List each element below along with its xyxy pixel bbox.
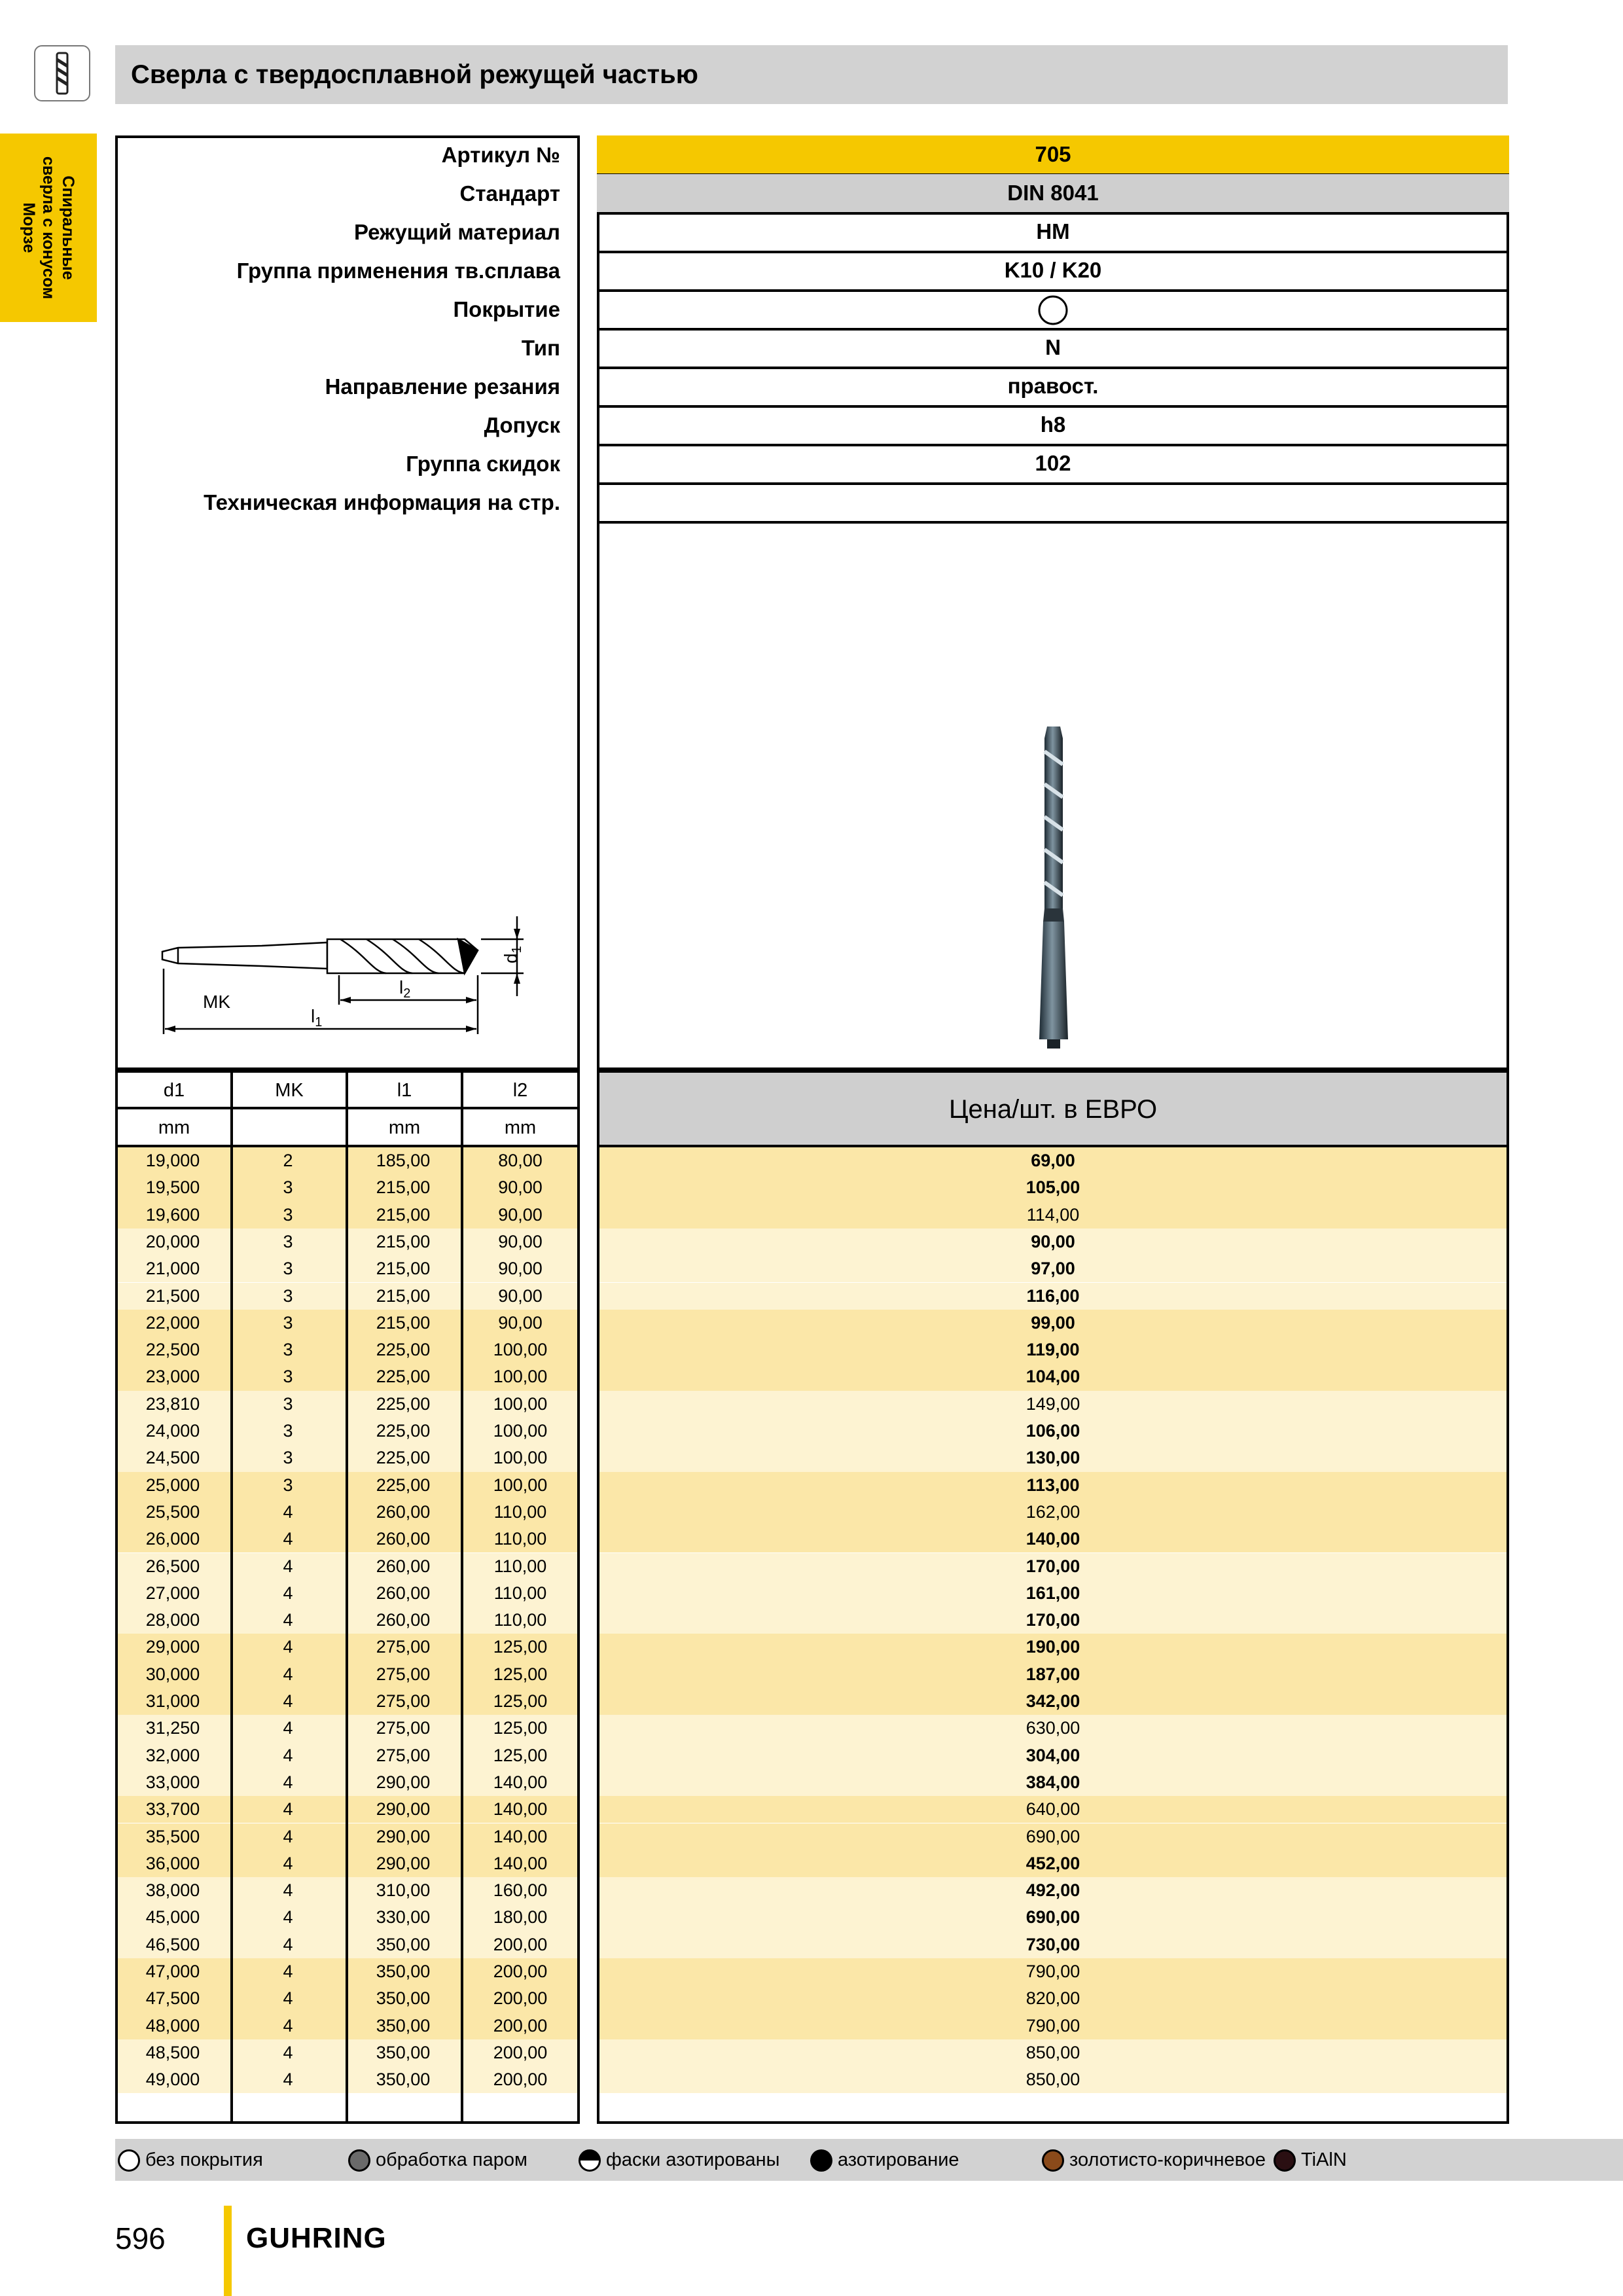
- cell-price: 104,00: [1026, 1367, 1080, 1387]
- cell-l2: 100,00: [493, 1367, 548, 1387]
- spec-label-discount-group: Группа скидок: [406, 452, 560, 476]
- cell-l1: 260,00: [376, 1501, 431, 1522]
- spec-label-type: Тип: [521, 336, 560, 360]
- table-frame-right: [597, 1147, 1509, 2124]
- section-tab-line: сверла с конусом: [39, 156, 58, 300]
- cell-l1: 350,00: [376, 1962, 431, 1981]
- column-header-l1: l1: [346, 1070, 463, 1109]
- cell-l2: 125,00: [493, 1691, 548, 1711]
- spec-value-tolerance: h8: [597, 406, 1509, 446]
- cell-mk: 4: [283, 1501, 293, 1522]
- cell-mk: 3: [283, 1177, 293, 1198]
- cell-l2: 140,00: [493, 1772, 548, 1792]
- cell-price: 130,00: [1026, 1448, 1080, 1468]
- cell-l2: 200,00: [493, 1962, 548, 1981]
- cell-price: 850,00: [1026, 2042, 1080, 2062]
- cell-price: 97,00: [1031, 1259, 1075, 1279]
- cell-l2: 80,00: [498, 1151, 543, 1170]
- cell-l1: 330,00: [376, 1907, 431, 1928]
- cell-price: 452,00: [1026, 1853, 1080, 1873]
- cell-d1: 23,000: [145, 1367, 200, 1387]
- cell-l2: 200,00: [493, 1934, 548, 1954]
- cell-d1: 25,000: [145, 1475, 200, 1495]
- cell-price: 384,00: [1026, 1772, 1080, 1792]
- cell-price: 492,00: [1026, 1880, 1080, 1901]
- cell-d1: 45,000: [145, 1907, 200, 1928]
- gold-brown-icon: [1042, 2149, 1064, 2172]
- cell-price: 140,00: [1026, 1529, 1080, 1549]
- diagram-label-mk: MK: [203, 992, 230, 1012]
- cell-l2: 90,00: [498, 1204, 543, 1225]
- cell-d1: 19,600: [145, 1204, 200, 1225]
- cell-l1: 260,00: [376, 1529, 431, 1549]
- cell-d1: 22,000: [145, 1312, 200, 1333]
- cell-l1: 260,00: [376, 1583, 431, 1603]
- column-header-l2: l2: [461, 1070, 580, 1109]
- cell-d1: 33,000: [145, 1772, 200, 1792]
- cell-price: 69,00: [1031, 1151, 1075, 1170]
- cell-l1: 225,00: [376, 1393, 431, 1414]
- uncoated-circle-icon: [1037, 294, 1069, 327]
- cell-mk: 4: [283, 1772, 293, 1792]
- column-header-mk: MK: [230, 1070, 348, 1109]
- spec-value-discount-group: 102: [597, 444, 1509, 485]
- cell-mk: 4: [283, 1826, 293, 1846]
- cell-l1: 275,00: [376, 1664, 431, 1684]
- cell-mk: 2: [283, 1151, 293, 1170]
- cell-mk: 4: [283, 1907, 293, 1928]
- cell-d1: 29,000: [145, 1637, 200, 1657]
- cell-mk: 4: [283, 1583, 293, 1603]
- cell-mk: 3: [283, 1448, 293, 1468]
- cell-d1: 19,000: [145, 1151, 200, 1170]
- cell-l1: 225,00: [376, 1448, 431, 1468]
- cell-d1: 47,500: [145, 1988, 200, 2009]
- spec-label-grade: Группа применения тв.сплава: [236, 259, 560, 283]
- cell-l1: 350,00: [376, 2015, 431, 2036]
- cell-d1: 36,000: [145, 1853, 200, 1873]
- spec-label-tolerance: Допуск: [484, 413, 560, 437]
- spec-value-article: 705: [597, 135, 1509, 176]
- legend-nitrided-chamfers: фаски азотированы: [579, 2139, 780, 2181]
- cell-price: 304,00: [1026, 1745, 1080, 1765]
- cell-price: 730,00: [1026, 1934, 1080, 1954]
- cell-price: 161,00: [1026, 1583, 1080, 1603]
- spec-label-direction: Направление резания: [325, 374, 560, 399]
- cell-l2: 110,00: [493, 1610, 547, 1630]
- diagram-label-l1: $l_1$: [311, 1006, 323, 1030]
- cell-price: 106,00: [1026, 1421, 1080, 1441]
- cell-mk: 4: [283, 1610, 293, 1630]
- cell-price: 820,00: [1026, 1988, 1080, 2009]
- cell-l2: 100,00: [493, 1393, 548, 1414]
- page-title: Сверла с твердосплавной режущей частью: [131, 60, 698, 89]
- cell-d1: 26,500: [145, 1556, 200, 1576]
- cell-price: 850,00: [1026, 2070, 1080, 2090]
- cell-price: 640,00: [1026, 1799, 1080, 1820]
- cell-l1: 290,00: [376, 1826, 431, 1846]
- uncoated-icon: [118, 2149, 140, 2172]
- nitrided-icon: [810, 2149, 832, 2172]
- cell-price: 90,00: [1031, 1231, 1075, 1251]
- drill-product-image: [1021, 725, 1086, 1052]
- cell-l2: 90,00: [498, 1312, 543, 1333]
- cell-l1: 275,00: [376, 1718, 431, 1738]
- cell-mk: 3: [283, 1421, 293, 1441]
- cell-d1: 20,000: [145, 1231, 200, 1251]
- cell-mk: 4: [283, 1853, 293, 1873]
- spec-label-coating: Покрытие: [453, 297, 560, 321]
- cell-d1: 28,000: [145, 1610, 200, 1630]
- cell-d1: 26,000: [145, 1529, 200, 1549]
- cell-d1: 49,000: [145, 2070, 200, 2090]
- cell-d1: 21,500: [145, 1285, 200, 1306]
- cell-mk: 3: [283, 1367, 293, 1387]
- spec-value-tech-info: [597, 483, 1509, 524]
- cell-price: 116,00: [1026, 1285, 1080, 1306]
- cell-mk: 4: [283, 1880, 293, 1901]
- cell-l2: 125,00: [493, 1745, 548, 1765]
- cell-l2: 90,00: [498, 1231, 543, 1251]
- cell-d1: 47,000: [145, 1962, 200, 1981]
- section-tab-line: Морзе: [20, 202, 38, 253]
- cell-mk: 3: [283, 1312, 293, 1333]
- cell-d1: 23,810: [145, 1393, 200, 1414]
- spec-value-type: N: [597, 329, 1509, 369]
- diagram-label-d1: $d_1$: [501, 946, 524, 963]
- cell-mk: 3: [283, 1285, 293, 1306]
- spec-label-article: Артикул №: [441, 143, 560, 167]
- cell-d1: 33,700: [145, 1799, 200, 1820]
- cell-mk: 4: [283, 1637, 293, 1657]
- cell-d1: 46,500: [145, 1934, 200, 1954]
- cell-l2: 100,00: [493, 1340, 548, 1360]
- cell-price: 170,00: [1026, 1556, 1080, 1576]
- cell-l1: 275,00: [376, 1745, 431, 1765]
- cell-mk: 4: [283, 1664, 293, 1684]
- cell-l2: 100,00: [493, 1475, 548, 1495]
- cell-mk: 4: [283, 2015, 293, 2036]
- cell-price: 342,00: [1026, 1691, 1080, 1711]
- column-header-d1: d1: [115, 1070, 233, 1109]
- steam-treated-icon: [348, 2149, 370, 2172]
- cell-l2: 200,00: [493, 2070, 548, 2090]
- cell-price: 690,00: [1026, 1826, 1080, 1846]
- page-number: 596: [115, 2221, 166, 2255]
- cell-l1: 260,00: [376, 1556, 431, 1576]
- tialn-icon: [1274, 2149, 1296, 2172]
- cell-mk: 3: [283, 1259, 293, 1279]
- cell-l2: 110,00: [493, 1583, 547, 1603]
- cell-d1: 21,000: [145, 1259, 200, 1279]
- cell-l1: 350,00: [376, 2042, 431, 2062]
- cell-l2: 160,00: [493, 1880, 548, 1901]
- cell-d1: 31,000: [145, 1691, 200, 1711]
- cell-d1: 24,000: [145, 1421, 200, 1441]
- cell-mk: 3: [283, 1393, 293, 1414]
- spec-label-standard: Стандарт: [459, 181, 560, 206]
- cell-d1: 31,250: [145, 1718, 200, 1738]
- spec-value-grade: K10 / K20: [597, 251, 1509, 292]
- cell-price: 690,00: [1026, 1907, 1080, 1928]
- cell-price: 790,00: [1026, 1962, 1080, 1981]
- cell-l2: 110,00: [493, 1529, 547, 1549]
- drill-bit-icon: [34, 45, 90, 101]
- legend-gold-brown: золотисто-коричневое: [1042, 2139, 1266, 2181]
- cell-l1: 215,00: [376, 1204, 431, 1225]
- cell-mk: 4: [283, 1988, 293, 2009]
- cell-d1: 22,500: [145, 1340, 200, 1360]
- cell-price: 790,00: [1026, 2015, 1080, 2036]
- cell-mk: 4: [283, 1556, 293, 1576]
- cell-l2: 90,00: [498, 1285, 543, 1306]
- cell-price: 149,00: [1026, 1393, 1080, 1414]
- spec-value-direction: правост.: [597, 367, 1509, 408]
- spec-label-material: Режущий материал: [353, 220, 560, 244]
- cell-l2: 200,00: [493, 2015, 548, 2036]
- cell-price: 105,00: [1026, 1177, 1080, 1198]
- cell-l2: 110,00: [493, 1501, 547, 1522]
- cell-d1: 32,000: [145, 1745, 200, 1765]
- footer-accent-bar: [224, 2206, 232, 2296]
- cell-mk: 3: [283, 1204, 293, 1225]
- cell-mk: 4: [283, 1691, 293, 1711]
- cell-l2: 140,00: [493, 1826, 548, 1846]
- section-tab-label: [0, 134, 97, 322]
- cell-l2: 90,00: [498, 1259, 543, 1279]
- cell-l2: 125,00: [493, 1664, 548, 1684]
- cell-d1: 30,000: [145, 1664, 200, 1684]
- cell-price: 119,00: [1026, 1340, 1080, 1360]
- unit-l1: mm: [346, 1107, 463, 1147]
- cell-mk: 4: [283, 1962, 293, 1981]
- cell-l1: 350,00: [376, 1934, 431, 1954]
- cell-l1: 275,00: [376, 1637, 431, 1657]
- cell-d1: 48,500: [145, 2042, 200, 2062]
- brand-logo: GUHRING: [246, 2222, 387, 2254]
- cell-l2: 100,00: [493, 1448, 548, 1468]
- cell-l2: 100,00: [493, 1421, 548, 1441]
- cell-l2: 200,00: [493, 2042, 548, 2062]
- spec-value-material: HM: [597, 213, 1509, 253]
- unit-d1: mm: [115, 1107, 233, 1147]
- cell-l1: 260,00: [376, 1610, 431, 1630]
- legend-nitrided: азотирование: [810, 2139, 959, 2181]
- column-divider: [461, 1147, 463, 2124]
- legend-tialn: TiAlN: [1274, 2139, 1347, 2181]
- cell-l1: 225,00: [376, 1421, 431, 1441]
- cell-l1: 290,00: [376, 1799, 431, 1820]
- cell-l1: 215,00: [376, 1312, 431, 1333]
- cell-mk: 4: [283, 1934, 293, 1954]
- column-divider: [230, 1147, 233, 2124]
- cell-l1: 225,00: [376, 1475, 431, 1495]
- diagram-label-l2: $l_2$: [399, 977, 411, 1001]
- cell-mk: 3: [283, 1231, 293, 1251]
- nitrided-chamfers-icon: [579, 2149, 601, 2172]
- cell-l2: 200,00: [493, 1988, 548, 2009]
- unit-mk: [230, 1107, 348, 1147]
- section-tab-line: Спиральные: [59, 175, 77, 280]
- cell-l1: 350,00: [376, 2070, 431, 2090]
- cell-mk: 4: [283, 1799, 293, 1820]
- cell-d1: 27,000: [145, 1583, 200, 1603]
- cell-price: 113,00: [1026, 1475, 1080, 1495]
- cell-mk: 4: [283, 2042, 293, 2062]
- cell-price: 630,00: [1026, 1718, 1080, 1738]
- spec-value-coating: [597, 290, 1509, 331]
- cell-price: 187,00: [1026, 1664, 1080, 1684]
- cell-l1: 215,00: [376, 1231, 431, 1251]
- drill-dimension-diagram: [151, 910, 556, 1060]
- cell-mk: 4: [283, 1745, 293, 1765]
- cell-d1: 19,500: [145, 1177, 200, 1198]
- cell-l2: 125,00: [493, 1637, 548, 1657]
- cell-l2: 180,00: [493, 1907, 548, 1928]
- cell-price: 170,00: [1026, 1610, 1080, 1630]
- price-header: Цена/шт. в ЕВРО: [597, 1070, 1509, 1147]
- cell-d1: 38,000: [145, 1880, 200, 1901]
- cell-mk: 3: [283, 1475, 293, 1495]
- cell-d1: 24,500: [145, 1448, 200, 1468]
- cell-l2: 140,00: [493, 1799, 548, 1820]
- cell-price: 114,00: [1026, 1204, 1080, 1225]
- cell-l1: 350,00: [376, 1988, 431, 2009]
- cell-mk: 4: [283, 1529, 293, 1549]
- cell-price: 99,00: [1031, 1312, 1075, 1333]
- cell-price: 162,00: [1026, 1501, 1080, 1522]
- spec-label-tech-info: Техническая информация на стр.: [204, 490, 560, 514]
- cell-d1: 48,000: [145, 2015, 200, 2036]
- cell-d1: 35,500: [145, 1826, 200, 1846]
- spec-value-standard: DIN 8041: [597, 174, 1509, 215]
- cell-l1: 225,00: [376, 1340, 431, 1360]
- cell-l1: 290,00: [376, 1772, 431, 1792]
- cell-l2: 90,00: [498, 1177, 543, 1198]
- cell-d1: 25,500: [145, 1501, 200, 1522]
- legend-uncoated: без покрытия: [118, 2139, 263, 2181]
- cell-l2: 125,00: [493, 1718, 548, 1738]
- cell-mk: 4: [283, 2070, 293, 2090]
- cell-l1: 185,00: [376, 1151, 431, 1170]
- unit-l2: mm: [461, 1107, 580, 1147]
- cell-price: 190,00: [1026, 1637, 1080, 1657]
- cell-l1: 215,00: [376, 1259, 431, 1279]
- cell-mk: 3: [283, 1340, 293, 1360]
- column-divider: [346, 1147, 348, 2124]
- cell-l1: 215,00: [376, 1177, 431, 1198]
- cell-l1: 275,00: [376, 1691, 431, 1711]
- legend-steam: обработка паром: [348, 2139, 527, 2181]
- cell-l1: 215,00: [376, 1285, 431, 1306]
- cell-l2: 110,00: [493, 1556, 547, 1576]
- cell-mk: 4: [283, 1718, 293, 1738]
- cell-l1: 225,00: [376, 1367, 431, 1387]
- cell-l2: 140,00: [493, 1853, 548, 1873]
- cell-l1: 290,00: [376, 1853, 431, 1873]
- cell-l1: 310,00: [376, 1880, 431, 1901]
